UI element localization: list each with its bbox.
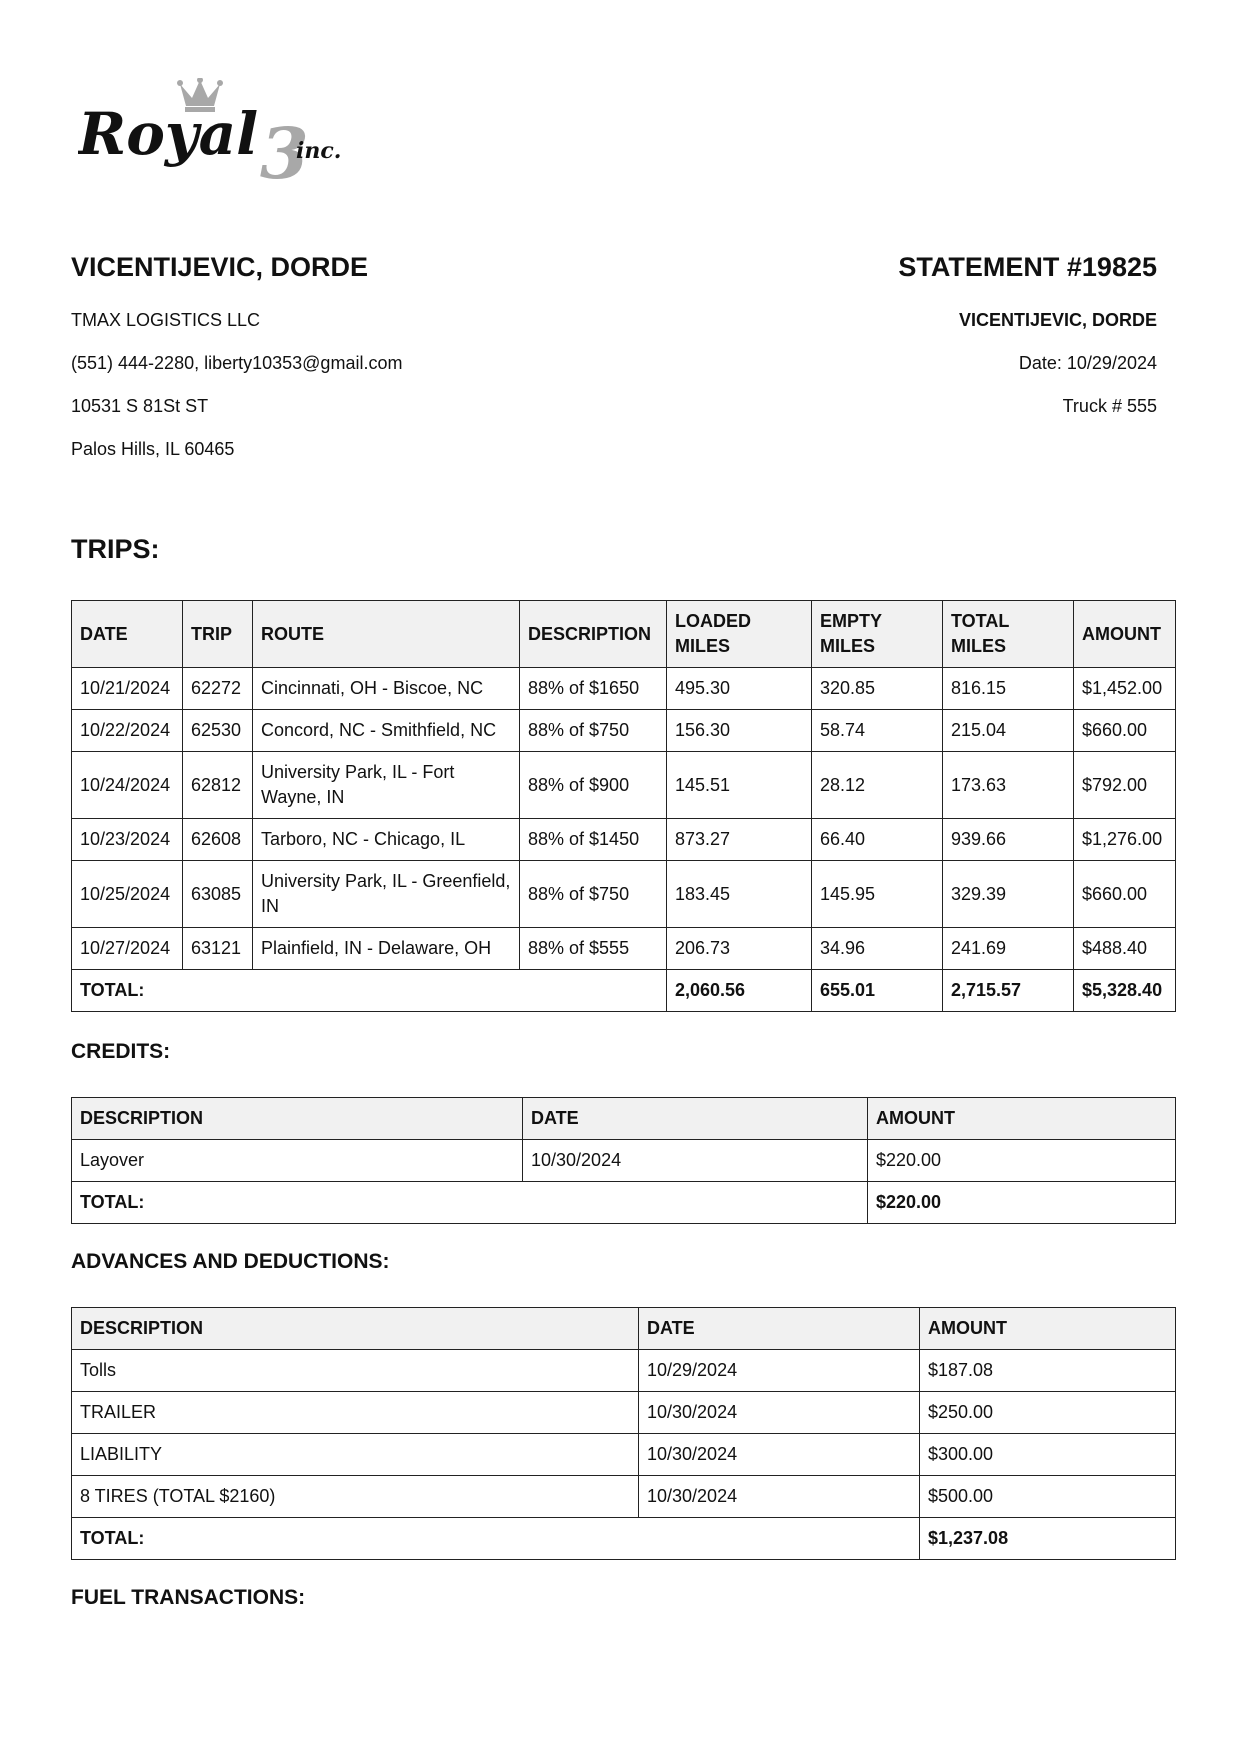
driver-name-heading: VICENTIJEVIC, DORDE — [71, 252, 369, 282]
trips-header-row — [72, 601, 1176, 668]
cell-empty: 320.85 — [812, 668, 943, 710]
cell-route: Tarboro, NC - Chicago, IL — [253, 819, 520, 861]
cell-total-miles: 241.69 — [943, 928, 1074, 970]
trips-title: TRIPS: — [71, 534, 160, 564]
cell-date: 10/29/2024 — [639, 1350, 920, 1392]
cell-amount: $1,452.00 — [1074, 668, 1176, 710]
cell-amount: $500.00 — [920, 1476, 1176, 1518]
cell-route: University Park, IL - Fort Wayne, IN — [253, 752, 520, 819]
cell-amount: $300.00 — [920, 1434, 1176, 1476]
cell-trip: 62608 — [183, 819, 253, 861]
statement-date: Date: 10/29/2024 — [1018, 353, 1157, 373]
contact-info: (551) 444-2280, liberty10353@gmail.com — [71, 353, 403, 373]
cell-amount: $660.00 — [1074, 710, 1176, 752]
col-amount: AMOUNT — [1074, 601, 1176, 668]
col-total-miles: TOTAL MILES — [943, 601, 1074, 668]
truck-number: Truck # 555 — [1062, 396, 1157, 416]
cell-trip: 63085 — [183, 861, 253, 928]
table-row — [72, 668, 1176, 710]
company-logo — [78, 78, 378, 193]
cell-amount: $488.40 — [1074, 928, 1176, 970]
cell-empty: 34.96 — [812, 928, 943, 970]
col-description: DESCRIPTION — [72, 1308, 639, 1350]
cell-trip: 62530 — [183, 710, 253, 752]
credits-header-row — [72, 1098, 1176, 1140]
table-row — [72, 928, 1176, 970]
col-trip: TRIP — [183, 601, 253, 668]
cell-route: Cincinnati, OH - Biscoe, NC — [253, 668, 520, 710]
cell-description: 88% of $750 — [520, 710, 667, 752]
total-amount: $5,328.40 — [1074, 970, 1176, 1012]
table-row — [72, 1140, 1176, 1182]
address-line-2: Palos Hills, IL 60465 — [71, 439, 235, 459]
cell-description: 88% of $1450 — [520, 819, 667, 861]
cell-route: University Park, IL - Greenfield, IN — [253, 861, 520, 928]
svg-text:Royal: Royal — [78, 100, 259, 168]
col-empty-miles: EMPTY MILES — [812, 601, 943, 668]
cell-total-miles: 816.15 — [943, 668, 1074, 710]
cell-total-miles: 215.04 — [943, 710, 1074, 752]
table-row — [72, 1392, 1176, 1434]
statement-number-heading: STATEMENT #19825 — [898, 252, 1157, 282]
total-loaded-miles: 2,060.56 — [667, 970, 812, 1012]
total-empty-miles: 655.01 — [812, 970, 943, 1012]
col-date: DATE — [639, 1308, 920, 1350]
table-row — [72, 1434, 1176, 1476]
table-row — [72, 1350, 1176, 1392]
cell-loaded: 495.30 — [667, 668, 812, 710]
cell-description: 88% of $900 — [520, 752, 667, 819]
cell-loaded: 873.27 — [667, 819, 812, 861]
total-label: TOTAL: — [72, 970, 667, 1012]
deductions-title: ADVANCES AND DEDUCTIONS: — [71, 1250, 390, 1273]
cell-description: 88% of $750 — [520, 861, 667, 928]
col-loaded-miles: LOADED MILES — [667, 601, 812, 668]
col-description: DESCRIPTION — [520, 601, 667, 668]
cell-amount: $1,276.00 — [1074, 819, 1176, 861]
cell-amount: $220.00 — [868, 1140, 1176, 1182]
cell-date: 10/30/2024 — [639, 1476, 920, 1518]
total-amount: $1,237.08 — [920, 1518, 1176, 1560]
cell-amount: $187.08 — [920, 1350, 1176, 1392]
table-row — [72, 819, 1176, 861]
table-row — [72, 710, 1176, 752]
cell-trip: 62272 — [183, 668, 253, 710]
credits-total-row — [72, 1182, 1176, 1224]
total-label: TOTAL: — [72, 1518, 920, 1560]
total-label: TOTAL: — [72, 1182, 868, 1224]
cell-trip: 63121 — [183, 928, 253, 970]
deductions-table — [71, 1307, 1176, 1560]
cell-date: 10/27/2024 — [72, 928, 183, 970]
address-line-1: 10531 S 81St ST — [71, 396, 209, 416]
col-date: DATE — [72, 601, 183, 668]
credits-table — [71, 1097, 1176, 1224]
cell-empty: 66.40 — [812, 819, 943, 861]
cell-description: 88% of $1650 — [520, 668, 667, 710]
cell-date: 10/23/2024 — [72, 819, 183, 861]
table-row — [72, 861, 1176, 928]
trips-total-row — [72, 970, 1176, 1012]
col-route: ROUTE — [253, 601, 520, 668]
deductions-header-row — [72, 1308, 1176, 1350]
col-description: DESCRIPTION — [72, 1098, 523, 1140]
cell-loaded: 156.30 — [667, 710, 812, 752]
cell-loaded: 206.73 — [667, 928, 812, 970]
cell-description: Tolls — [72, 1350, 639, 1392]
cell-description: TRAILER — [72, 1392, 639, 1434]
cell-trip: 62812 — [183, 752, 253, 819]
total-miles: 2,715.57 — [943, 970, 1074, 1012]
cell-total-miles: 173.63 — [943, 752, 1074, 819]
svg-text:inc.: inc. — [296, 138, 342, 164]
cell-date: 10/30/2024 — [639, 1434, 920, 1476]
cell-description: Layover — [72, 1140, 523, 1182]
cell-total-miles: 939.66 — [943, 819, 1074, 861]
total-amount: $220.00 — [868, 1182, 1176, 1224]
cell-date: 10/24/2024 — [72, 752, 183, 819]
cell-route: Plainfield, IN - Delaware, OH — [253, 928, 520, 970]
trips-table — [71, 600, 1176, 1012]
col-amount: AMOUNT — [868, 1098, 1176, 1140]
cell-empty: 145.95 — [812, 861, 943, 928]
cell-loaded: 145.51 — [667, 752, 812, 819]
statement-recipient: VICENTIJEVIC, DORDE — [958, 310, 1157, 330]
cell-description: LIABILITY — [72, 1434, 639, 1476]
cell-date: 10/22/2024 — [72, 710, 183, 752]
cell-date: 10/30/2024 — [639, 1392, 920, 1434]
cell-description: 88% of $555 — [520, 928, 667, 970]
company-name: TMAX LOGISTICS LLC — [71, 310, 261, 330]
table-row — [72, 752, 1176, 819]
cell-amount: $250.00 — [920, 1392, 1176, 1434]
table-row — [72, 1476, 1176, 1518]
cell-empty: 28.12 — [812, 752, 943, 819]
cell-date: 10/30/2024 — [523, 1140, 868, 1182]
cell-total-miles: 329.39 — [943, 861, 1074, 928]
cell-empty: 58.74 — [812, 710, 943, 752]
svg-text:3: 3 — [260, 112, 309, 193]
cell-loaded: 183.45 — [667, 861, 812, 928]
cell-date: 10/21/2024 — [72, 668, 183, 710]
col-amount: AMOUNT — [920, 1308, 1176, 1350]
fuel-title: FUEL TRANSACTIONS: — [71, 1586, 306, 1609]
cell-route: Concord, NC - Smithfield, NC — [253, 710, 520, 752]
cell-amount: $792.00 — [1074, 752, 1176, 819]
cell-date: 10/25/2024 — [72, 861, 183, 928]
col-date: DATE — [523, 1098, 868, 1140]
cell-description: 8 TIRES (TOTAL $2160) — [72, 1476, 639, 1518]
deductions-total-row — [72, 1518, 1176, 1560]
credits-title: CREDITS: — [71, 1040, 171, 1063]
cell-amount: $660.00 — [1074, 861, 1176, 928]
